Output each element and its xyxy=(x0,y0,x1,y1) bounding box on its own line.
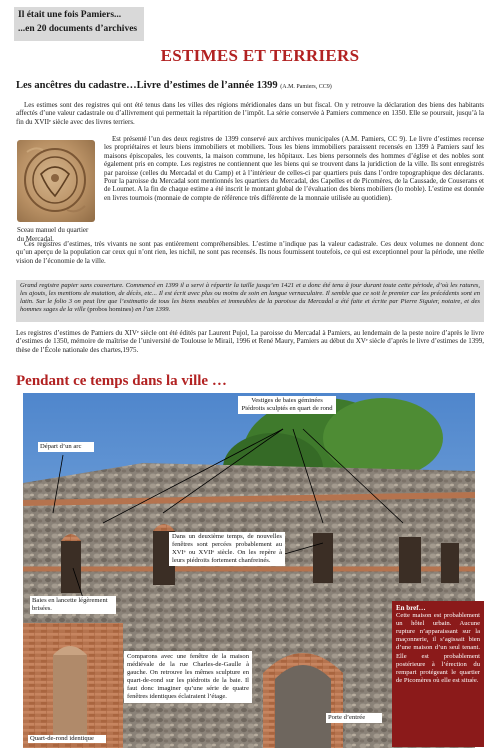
callout-door: Porte d’entrée xyxy=(326,713,382,723)
register-description-text: Grand registre papier sans couverture. Commencé en 1399 il a servi à répartir la taille jusqu’en 1421 et a donc été tenu à jour durant toute cette période, d’où les ratures, les ajouts, les mentions de mutation, de décès, etc... Il est écrit avec plus ou moins de soin en langue vernaculaire. Il semble que ce soit le premier car les précédents sont en latin. Sur le folio 3 on peut lire que l’estimatio de tous les biens meubles et immeubles de la paroisse du Mercadal a été faite et écrite par Pierre Siguier, notaire, et des hommes sages de la ville xyxy=(20,282,480,314)
seal-icon xyxy=(17,140,95,222)
series-line-1: Il était une fois Pamiers... xyxy=(18,10,122,20)
section-title: Pendant ce temps dans la ville … xyxy=(16,373,227,389)
page-title: ESTIMES ET TERRIERS xyxy=(160,46,360,65)
registers-note-paragraph: Ces registres d’estimes, très vivants ne sont pas entièrement compréhensibles. L’estime n’indique pas la valeur cadastrale. Ces deux volumes ne donnent donc qu’un aperçu de la population car ceux qui n’ont rien, les nichil, ne sont pas recensés. Ils nous fournissent toutefois, ce qui est exceptionnel pour la période, une réelle vision de l’économie de la ville. xyxy=(16,240,484,265)
series-header xyxy=(14,7,144,41)
document-subtitle xyxy=(16,80,332,91)
subtitle-reference: (A.M. Pamiers, CC9) xyxy=(280,84,332,90)
callout-quart-de-rond: Quart-de-rond identique xyxy=(28,735,106,743)
seal-caption: Sceau manuel du quartier du Mercadal. xyxy=(17,226,89,243)
callout-lancet-windows: Baies en lancette légèrement brisées. xyxy=(30,596,116,614)
callout-vestiges: Vestiges de baies géminées Piédroits sculptés en quart de rond xyxy=(238,396,336,414)
register-paragraph: Est présenté l’un des deux registres de 1399 conservé aux archives municipales (A.M. Pamiers, CC 9). Le livre d’estimes recense les propriétaires et leurs biens immobiliers et mobiliers. Tous les biens immobiliers paraissent recensés en 1399 à Pamiers sauf les maisons épiscopales, les couvents, la maison commune, les hôpitaux. Les biens personnels des hommes d’église et des nobles sont également pris en compte. Les registres ne contiennent que les biens qui se trouvent dans la juridiction de la ville. Ils sont enregistrés par paroisse (celles du Mercadal et du Camp) et à l’intérieur de celles-ci par quartiers puis dans l’ordre topographique des déclarants. Pour la paroisse du Mercadal sont mentionnés les quartiers du Mercadal, des Capelles et de Picomères, de la Caussade, de Couserans et de Loumet. A la fin de chaque estime a été inscrit le montant global de l’évaluation des biens mobiliers (lo moble). L’estime est donnée en livres tournois (monnaie de compte de référence très différente de la monnaie utilisée au quotidien). xyxy=(104,135,484,202)
en-bref-box xyxy=(392,601,484,747)
register-description-box xyxy=(16,280,484,322)
callout-arc: Départ d’un arc xyxy=(38,442,94,452)
series-line-2: ...en 20 documents d’archives xyxy=(18,24,138,34)
seal-photo xyxy=(17,140,95,222)
bibliography-paragraph: Les registres d’estimes de Pamiers du XIVᵉ siècle ont été édités par Laurent Pujol, La paroisse du Mercadal à Pamiers, au lendemain de la peste noire d’après le livre d’estimes de 1350, mémoire de maîtrise de l’université de Toulouse le Mirail, 1996 et René Maury, Pamiers au début du XVᵉ siècle d’après le livre d’estimes de 1399, thèse de l’École nationale des chartes,1975. xyxy=(16,329,484,354)
callout-second-phase: Dans un deuxième temps, de nouvelles fenêtres sont percées probablement au XVIᵉ ou XVIIᵉ siècle. On les repère à leurs piédroits fortement chanfreinés. xyxy=(169,532,285,566)
probos-homines: (probos homines) xyxy=(87,306,134,314)
en-bref-body: Cette maison est probablement un hôtel urbain. Aucune rupture n’apparaissant sur la maçonnerie, il s’agissait bien d’une maison d’un seul tenant. Elle est probablement postérieure à l’érection du rempart protégeant le quartier de Picomères où elle est située. xyxy=(396,612,480,684)
register-description-end: en l’an 1399. xyxy=(135,306,171,314)
callout-comparison: Comparons avec une fenêtre de la maison médiévale de la rue Charles-de-Gaulle à gauche. On retrouve les mêmes sculpture en quart-de-rond sur les piédroits de la baie. Il faut donc imaginer qu’une série de quatre fenêtres identiques éclairaient l’étage. xyxy=(124,651,252,703)
en-bref-title: En bref… xyxy=(396,604,426,612)
subtitle-text: Les ancêtres du cadastre…Livre d’estimes de l’année 1399 xyxy=(16,80,278,91)
intro-paragraph: Les estimes sont des registres qui ont été tenus dans les villes des régions méridionales dans un but fiscal. On y retrouve la déclaration des biens des habitants affectés d’une valeur cadastrale ou d’allivrement qui permettait la répartition de l’impôt. La série conservée à Pamiers commence en 1350. Elle se poursuit, jusqu’à la fin du XVIIᵉ siècle avec des livres terriers. xyxy=(16,101,484,126)
